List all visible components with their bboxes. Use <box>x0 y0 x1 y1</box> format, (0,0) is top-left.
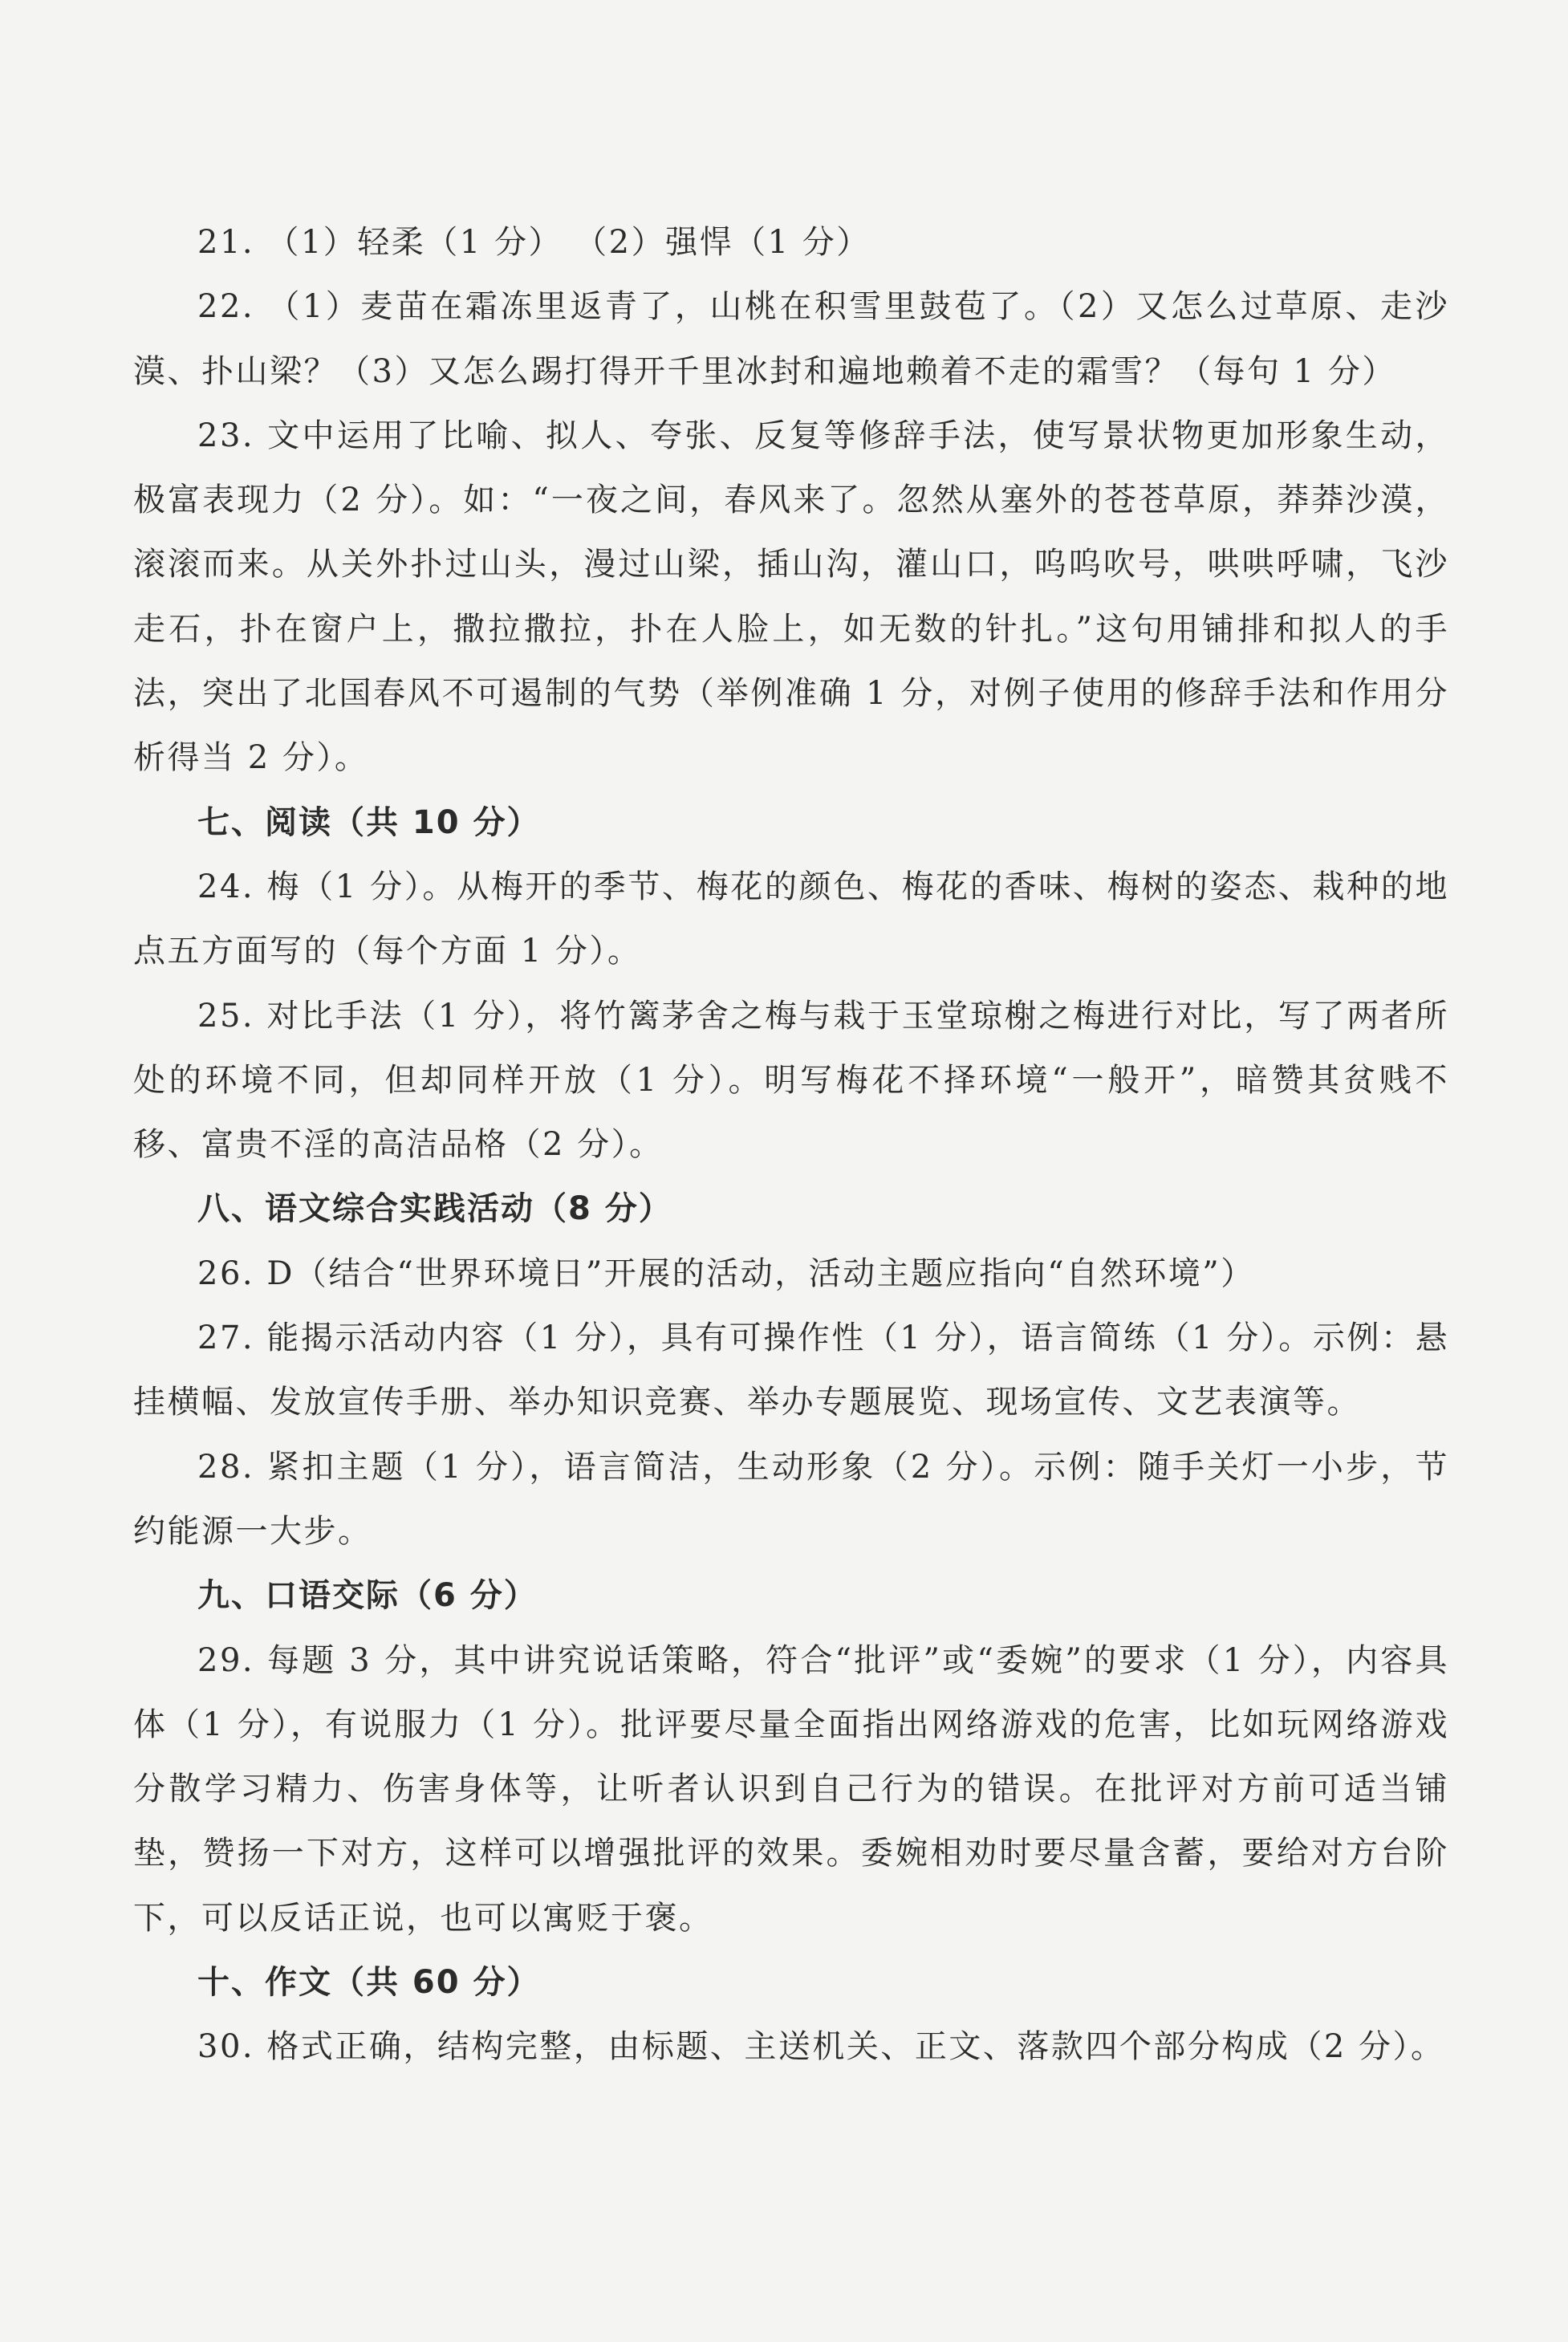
section-heading-oral: 九、口语交际（6 分） <box>197 1577 538 1615</box>
answer-28: 28. 紧扣主题（1 分），语言简洁，生动形象（2 分）。示例：随手关灯一小步，节约能源一大步。 <box>133 1448 1449 1550</box>
answer-26: 26. D（结合“世界环境日”开展的活动，活动主题应指向“自然环境”） <box>197 1254 1255 1292</box>
answer-25: 25. 对比手法（1 分），将竹篱茅舍之梅与栽于玉堂琼榭之梅进行对比，写了两者所处的环境不同，但却同样开放（1 分）。明写梅花不择环境“一般开”，暗赞其贫贱不移、富贵不淫的高洁品格（2 分）。 <box>133 997 1449 1164</box>
answer-27: 27. 能揭示活动内容（1 分），具有可操作性（1 分），语言简练（1 分）。示例：悬挂横幅、发放宣传手册、举办知识竞赛、举办专题展览、现场宣传、文艺表演等。 <box>133 1319 1449 1421</box>
answer-24: 24. 梅（1 分）。从梅开的季节、梅花的颜色、梅花的香味、梅树的姿态、栽种的地点五方面写的（每个方面 1 分）。 <box>133 868 1449 970</box>
answer-29: 29. 每题 3 分，其中讲究说话策略，符合“批评”或“委婉”的要求（1 分），内容具体（1 分），有说服力（1 分）。批评要尽量全面指出网络游戏的危害，比如玩网络游戏分散学习精力、伤害身体等，让听者认识到自己行为的错误。在批评对方前可适当铺垫，赞扬一下对方，这样可以增强批评的效果。委婉相劝时要尽量含蓄，要给对方台阶下，可以反话正说，也可以寓贬于褒。 <box>133 1641 1449 1937</box>
section-heading-essay: 十、作文（共 60 分） <box>197 1964 541 2002</box>
answer-content <box>133 210 1449 2080</box>
answer-22: 22. （1）麦苗在霜冻里返青了，山桃在积雪里鼓苞了。（2）又怎么过草原、走沙漠、扑山梁？（3）又怎么踢打得开千里冰封和遍地赖着不走的霜雪？（每句 1 分） <box>133 288 1449 390</box>
answer-21: 21. （1）轻柔（1 分） （2）强悍（1 分） <box>197 224 871 261</box>
answer-30: 30. 格式正确，结构完整，由标题、主送机关、正文、落款四个部分构成（2 分）。 <box>197 2028 1445 2066</box>
section-heading-practice: 八、语文综合实践活动（8 分） <box>197 1190 672 1228</box>
section-heading-reading: 七、阅读（共 10 分） <box>197 803 541 841</box>
answer-23: 23. 文中运用了比喻、拟人、夸张、反复等修辞手法，使写景状物更加形象生动，极富表现力（2 分）。如：“一夜之间，春风来了。忽然从塞外的苍苍草原，莽莽沙漠，滚滚而来。从关外扑过山头，漫过山梁，插山沟，灌山口，呜呜吹号，哄哄呼啸，飞沙走石，扑在窗户上，撒拉撒拉，扑在人脸上，如无数的针扎。”这句用铺排和拟人的手法，突出了北国春风不可遏制的气势（举例准确 1 分，对例子使用的修辞手法和作用分析得当 2 分）。 <box>133 417 1449 777</box>
